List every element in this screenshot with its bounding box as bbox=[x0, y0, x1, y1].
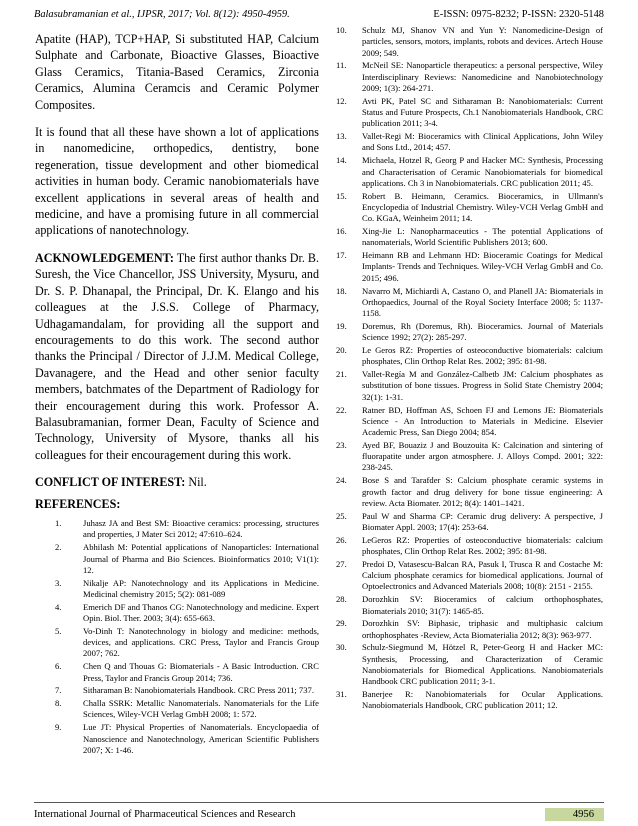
reference-item bbox=[334, 642, 603, 687]
reference-text: Challa SSRK: Metallic Nanomaterials. Nanomaterials for the Life Sciences, Wiley-VCH Verlag GmbH 2008; 1: 572. bbox=[83, 698, 319, 720]
reference-number: 14. bbox=[336, 155, 347, 166]
reference-item bbox=[35, 685, 319, 696]
reference-number: 11. bbox=[336, 60, 347, 71]
reference-number: 27. bbox=[336, 558, 347, 569]
left-column bbox=[35, 31, 319, 758]
reference-text: Michaela, Hotzel R, Georg P and Hacker MC: Synthesis, Processing and Characterisation of Ceramic Nanobiomaterials for biomedical applications. Ch 3 in Nanobiomaterials. CRC publication 2011; 45. bbox=[362, 155, 603, 188]
reference-number: 15. bbox=[336, 190, 347, 201]
reference-number: 25. bbox=[336, 510, 347, 521]
running-footer bbox=[34, 806, 604, 822]
reference-item bbox=[334, 96, 603, 130]
reference-number: 29. bbox=[336, 618, 347, 629]
reference-text: Le Geros RZ: Properties of osteoconductive biomaterials: calcium phosphates, Clin Orthop Relat Res. 2002; 395: 81-98. bbox=[362, 345, 603, 367]
running-header bbox=[34, 9, 604, 25]
reference-text: Bose S and Tarafder S: Calcium phosphate ceramic systems in growth factor and drug delivery for bone tissue engineering: A review. Acta Biomater. 2012; 8(4): 1401–1421. bbox=[362, 475, 603, 508]
reference-number: 26. bbox=[336, 534, 347, 545]
reference-item bbox=[35, 542, 319, 576]
conflict-heading: CONFLICT OF INTEREST: bbox=[35, 475, 186, 490]
reference-text: Robert B. Heimann, Ceramics. Bioceramics, in Ullmann's Encyclopedia of Industrial Chemistry. Wiley-VCH Verlag GmbH and Co. KGaA, Weinheim 2011; 14. bbox=[362, 190, 603, 224]
reference-number: 4. bbox=[55, 601, 62, 612]
conclusion-paragraph: It is found that all these have shown a lot of applications in nanomedicine, orthopedics, dentistry, bone regeneration, tissue development and other biomedical activities in human body. Ceramic nanobiomaterials have excellent applications in several areas of health and medicine, and have a promising future in all commercial applications of nanotechnology. bbox=[35, 125, 319, 238]
reference-text: Emerich DF and Thanos CG: Nanotechnology and medicine. Expert Opin. Biol. Ther. 2003; 3(4): 655-663. bbox=[83, 601, 319, 624]
reference-item bbox=[334, 250, 603, 284]
reference-list-left bbox=[35, 518, 319, 756]
footer-divider bbox=[34, 802, 604, 803]
right-column bbox=[334, 25, 603, 713]
reference-text: Schulz-Siegmund M, Hötzel R, Peter-Georg H and Hacker MC: Synthesis, Processing, and Characterization of Ceramic Nanobiomaterials for Biomedical Applications. Nanobiomaterials Handbook CRC publication 2011; 3-1. bbox=[362, 642, 603, 687]
reference-text: Paul W and Sharma CP: Ceramic drug delivery: A perspective, J Biomater Appl. 2003; 17(4): 253-64. bbox=[362, 510, 603, 532]
intro-paragraph: Apatite (HAP), TCP+HAP, Si substituted HAP, Calcium Sulphate and Carbonate, Bioactive Glasses, Bioactive Glass Ceramics, Titania-Based Ceramics, Zirconia Ceramics, Alumina Ceramcis and Ceramic Polymer Composites. bbox=[35, 32, 319, 112]
reference-number: 6. bbox=[55, 661, 62, 672]
reference-number: 22. bbox=[336, 404, 347, 415]
reference-item bbox=[334, 321, 603, 344]
header-issn: E-ISSN: 0975-8232; P-ISSN: 2320-5148 bbox=[433, 9, 604, 20]
reference-item bbox=[334, 25, 603, 59]
reference-item bbox=[334, 594, 603, 617]
reference-item bbox=[334, 511, 603, 534]
reference-text: LeGeros RZ: Properties of osteoconductive biomaterials: calcium phosphates, Clin Orthop Relat Res. 2002; 395: 81-98. bbox=[362, 534, 603, 557]
reference-item bbox=[35, 602, 319, 625]
reference-number: 7. bbox=[55, 685, 62, 696]
reference-item bbox=[35, 722, 319, 756]
reference-item bbox=[334, 191, 603, 225]
reference-text: Navarro M, Michiardi A, Castano O, and Planell JA: Biomaterials in Orthopaedics, Journal of the Royal Society Interface 2008; 5: 1137-1158. bbox=[362, 285, 603, 319]
reference-item bbox=[334, 226, 603, 249]
reference-number: 23. bbox=[336, 439, 347, 450]
reference-item bbox=[334, 405, 603, 439]
reference-item bbox=[334, 689, 603, 712]
reference-number: 12. bbox=[336, 95, 347, 106]
reference-text: Vo-Dinh T: Nanotechnology in biology and medicine: methods, devices, and applications. CRC Press, Taylor and Francis Group 2007; 762. bbox=[83, 625, 319, 659]
reference-item bbox=[334, 440, 603, 474]
reference-text: Dorozhkin SV: Bioceramics of calcium orthophosphates, Biomaterials 2010; 31(7): 1465-85. bbox=[362, 594, 603, 616]
reference-item bbox=[334, 60, 603, 94]
reference-item bbox=[334, 286, 603, 320]
reference-number: 24. bbox=[336, 475, 347, 486]
reference-number: 17. bbox=[336, 250, 347, 261]
reference-text: Dorozhkin SV: Biphasic, triphasic and multiphasic calcium orthophosphates -Review, Acta Biomaterialia 2012; 8(3): 963-977. bbox=[362, 618, 603, 640]
reference-text: Banerjee R: Nanobiomaterials for Ocular Applications. Nanobiomaterials Handbook, CRC publication 2011; 12. bbox=[362, 689, 603, 711]
references-heading: REFERENCES: bbox=[35, 497, 121, 512]
reference-number: 21. bbox=[336, 369, 347, 380]
reference-number: 18. bbox=[336, 285, 347, 296]
reference-text: Schulz MJ, Shanov VN and Yun Y: Nanomedicine-Design of particles, sensors, motors, implants, robots and devices. Artech House 2009; 549. bbox=[362, 25, 603, 58]
reference-item bbox=[334, 559, 603, 593]
acknowledgement-paragraph bbox=[35, 250, 319, 463]
reference-text: Ayed BF, Bouaziz J and Bouzouita K: Calcination and sintering of fluorapatite under argon atmosphere. J. Alloys Compd. 2001; 322: 238-245. bbox=[362, 439, 603, 473]
reference-item bbox=[35, 626, 319, 660]
reference-number: 20. bbox=[336, 345, 347, 356]
reference-item bbox=[334, 535, 603, 558]
reference-number: 1. bbox=[55, 518, 62, 529]
reference-text: Xing-Jie L: Nanopharmaceutics - The potential Applications of nanomaterials, World Scientific Publishers 2013; 600. bbox=[362, 226, 603, 248]
reference-number: 3. bbox=[55, 577, 62, 588]
reference-text: Avti PK, Patel SC and Sitharaman B: Nanobiomaterials: Current Status and Future Prospects, Ch.1 Nanobiomaterials Handbook, CRC publication 2011; 3-4. bbox=[362, 95, 603, 129]
reference-text: Lue JT: Physical Properties of Nanomaterials. Encyclopaedia of Nanoscience and Nanotechnology, American Scientific Publishers 2007; X: 1-46. bbox=[83, 722, 319, 755]
reference-number: 2. bbox=[55, 542, 62, 553]
reference-number: 5. bbox=[55, 625, 62, 636]
reference-item bbox=[334, 155, 603, 189]
reference-text: Vallet-Regía M and González-Calbetb JM: Calcium phosphates as substitution of bone tissues. Progress in Solid State Chemistry 2004; 32(1): 1-31. bbox=[362, 369, 603, 402]
reference-text: Ratner BD, Hoffman AS, Schoen FJ and Lemons JE: Biomaterials Science - An Introduction to Materials in Medicine. Elsevier Academic Press, San Diego 2004; 854. bbox=[362, 404, 603, 438]
reference-text: Vallet-Regi M: Bioceramics with Clinical Applications, John Wiley and Sons Ltd., 2014; 457. bbox=[362, 131, 603, 153]
reference-text: Abhilash M: Potential applications of Nanoparticles: International Journal of Pharma and Bio Sciences. Bioinformatics 2010; V1(1): 12. bbox=[83, 542, 319, 575]
header-citation: Balasubramanian et al., IJPSR, 2017; Vol. 8(12): 4950-4959. bbox=[34, 9, 290, 20]
reference-text: McNeil SE: Nanoparticle therapeutics: a personal perspective, Wiley Interdisciplinary Reviews: Nanomedicine and Nanobiotechnology 2009; 1(3): 264-271. bbox=[362, 60, 603, 93]
reference-item bbox=[334, 345, 603, 368]
conflict-of-interest bbox=[35, 474, 319, 490]
conflict-value: Nil. bbox=[185, 475, 207, 490]
reference-text: Juhasz JA and Best SM: Bioactive ceramics: processing, structures and properties, J Mater Sci 2012; 47:610–624. bbox=[83, 518, 319, 540]
reference-text: Predoi D, Vatasescu-Balcan RA, Pasuk I, Trusca R and Costache M: Calcium phosphate ceramics for biomedical applications. Journal of Optoelectronics and Advanced Materials 2008; 10(8): 2151 - 2155. bbox=[362, 558, 603, 592]
reference-number: 30. bbox=[336, 642, 347, 653]
reference-text: Heimann RB and Lehmann HD: Bioceramic Coatings for Medical Implants- Trends and Techniques. Wiley-VCH Verlag GmbH and Co. 2015; 496. bbox=[362, 250, 603, 283]
reference-number: 19. bbox=[336, 320, 347, 331]
reference-text: Chen Q and Thouas G: Biomaterials - A Basic Introduction. CRC Press, Taylor and Francis Group 2014; 736. bbox=[83, 661, 319, 683]
reference-number: 9. bbox=[55, 722, 62, 733]
reference-number: 10. bbox=[336, 25, 347, 35]
reference-item bbox=[334, 369, 603, 403]
acknowledgement-heading: ACKNOWLEDGEMENT: bbox=[35, 250, 174, 265]
reference-text: Doremus, Rh (Doremus, Rh). Bioceramics. Journal of Materials Science 1992; 27(2): 285-297. bbox=[362, 320, 603, 343]
reference-item bbox=[35, 578, 319, 601]
reference-number: 31. bbox=[336, 689, 347, 700]
reference-item bbox=[35, 698, 319, 721]
reference-list-right bbox=[334, 25, 603, 712]
reference-item bbox=[35, 661, 319, 684]
reference-text: Sitharaman B: Nanobiomaterials Handbook. CRC Press 2011; 737. bbox=[83, 685, 314, 696]
reference-number: 16. bbox=[336, 226, 347, 237]
reference-number: 28. bbox=[336, 594, 347, 605]
reference-number: 8. bbox=[55, 698, 62, 709]
reference-item bbox=[35, 518, 319, 541]
reference-number: 13. bbox=[336, 131, 347, 142]
reference-text: Nikalje AP: Nanotechnology and its Applications in Medicine. Medicinal chemistry 2015; 5(2): 081-089 bbox=[83, 577, 319, 599]
acknowledgement-text: The first author thanks Dr. B. Suresh, the Vice Chancellor, JSS University, Mysuru, and Dr. S. P. Dhanapal, the Principal, Dr. K. Elango and his colleagues at the J.S.S. College of Pharmacy, Udhagamandalam, for providing all the support and encouragements to do this work. The second author thanks the Principal / Director of J.J.M. Medical College, Davanagere, and the Head and other senior faculty members, batchmates of the Department of Radiology for their encouragement during this work. Professor A. Balasubramanian, former Dean, Faculty of Science and Technology, University of Mysore, thanks all his colleagues for their encouragement during this work. bbox=[35, 250, 319, 462]
reference-item bbox=[334, 618, 603, 641]
reference-item bbox=[334, 131, 603, 154]
footer-journal-name: International Journal of Pharmaceutical Sciences and Research bbox=[34, 808, 296, 820]
page-number: 4956 bbox=[545, 808, 604, 821]
reference-item bbox=[334, 475, 603, 509]
